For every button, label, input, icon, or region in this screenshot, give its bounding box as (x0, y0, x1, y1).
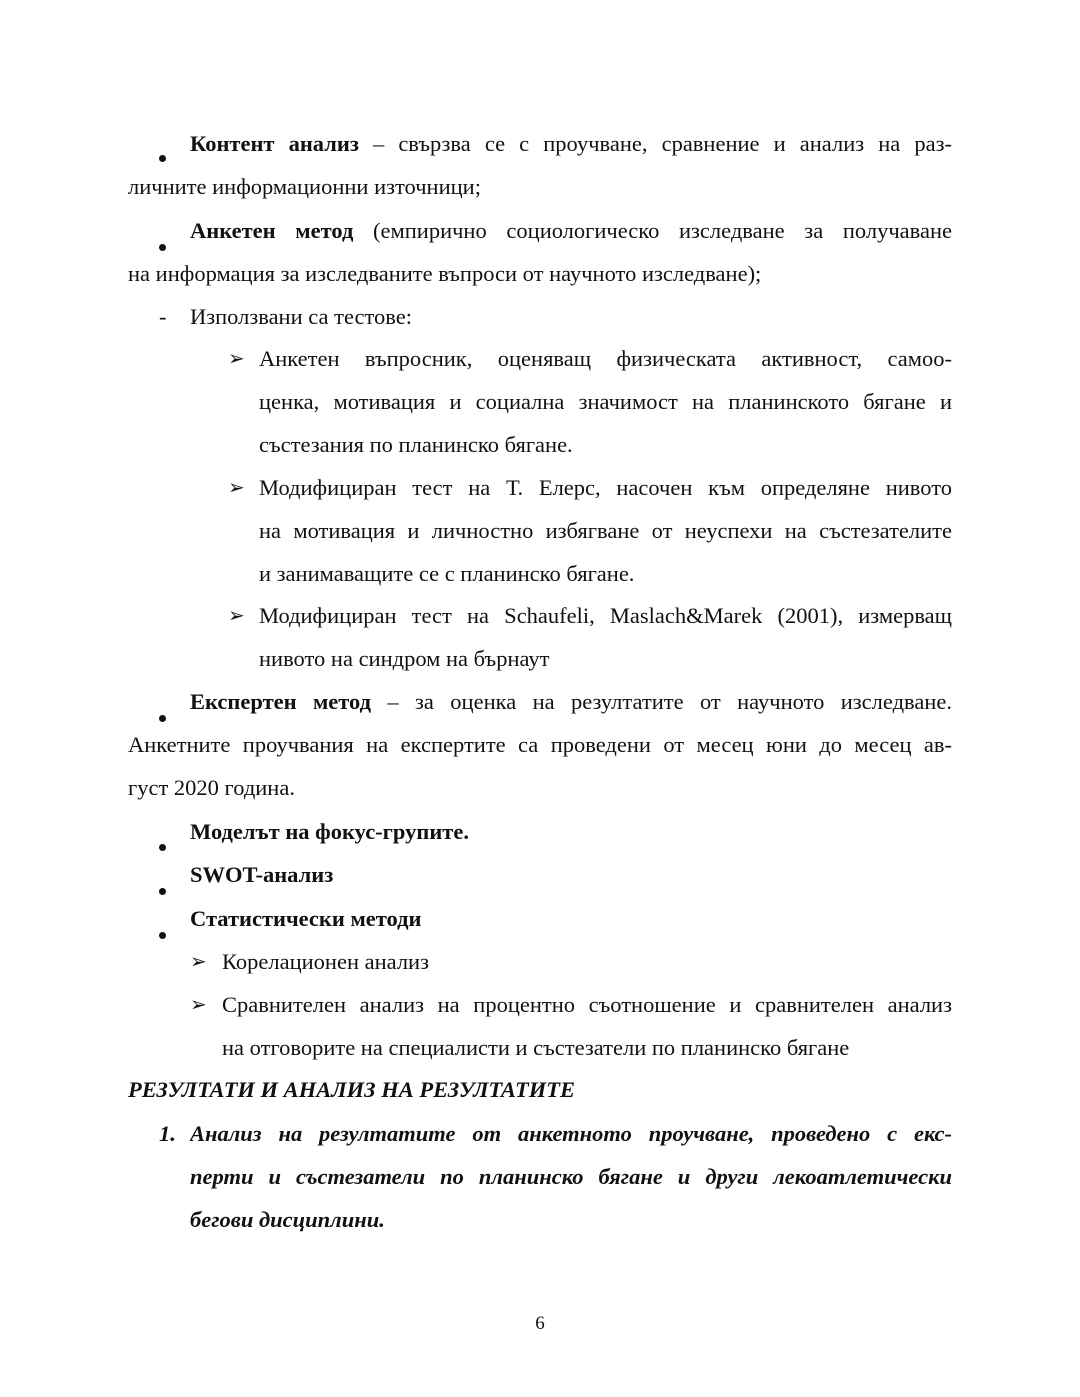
test-2-line3: и занимаващите се с планинско бягане. (259, 561, 635, 586)
content-analysis-line2: личните информационни източници; (128, 174, 481, 199)
arrow-bullet-icon: ➢ (228, 603, 245, 627)
swot-text: SWOT-анализ (190, 862, 334, 887)
arrow-bullet-icon: ➢ (190, 992, 207, 1016)
comparative-analysis-line1: Сравнителен анализ на процентно съотношение и сравнителен анализ (222, 992, 952, 1017)
comparative-analysis-line2: на отговорите на специалисти и състезатели по планинско бягане (222, 1035, 850, 1060)
test-1-line2: ценка, мотивация и социална значимост на планинското бягане и (259, 389, 952, 414)
page-number: 6 (535, 1313, 545, 1334)
survey-method-line2: на информация за изследваните въпроси от научното изследване); (128, 261, 762, 286)
arrow-bullet-icon: ➢ (228, 346, 245, 370)
survey-method-line1: Анкетен метод (емпирично социологическо изследване за получаване (190, 218, 952, 243)
test-3-line2: нивото на синдром на бърнаут (259, 646, 550, 671)
statistical-methods-term: Статистически методи (190, 906, 422, 931)
results-item-line3: бегови дисциплини. (190, 1207, 385, 1232)
bullet-dot-icon (159, 822, 166, 865)
test-2-line2: на мотивация и личностно избягване от неуспехи на състезателите (259, 518, 952, 543)
expert-method-term: Експертен метод (190, 689, 372, 714)
test-2-line1: Модифициран тест на Т. Елерс, насочен към определяне нивото (259, 475, 952, 500)
expert-method-line2: Анкетните проучвания на експертите са проведени от месец юни до месец ав- (128, 732, 952, 757)
test-1-line1: Анкетен въпросник, оценяващ физическата активност, самоо- (259, 346, 952, 371)
correlation-analysis-text: Корелационен анализ (222, 949, 429, 974)
survey-method-term: Анкетен метод (190, 218, 354, 243)
results-item-line2: перти и състезатели по планинско бягане и други лекоатлетически (190, 1164, 952, 1189)
expert-method-line1: Експертен метод – за оценка на резултатите от научното изследване. (190, 689, 952, 714)
results-item-line1: Анализ на резултатите от анкетното проучване, проведено с екс- (190, 1121, 952, 1146)
expert-method-line3: густ 2020 година. (128, 775, 295, 800)
tests-intro-text: Използвани са тестове: (190, 304, 413, 329)
dash-bullet: - (159, 304, 167, 329)
content-analysis-term: Контент анализ (190, 131, 359, 156)
test-1-line3: състезания по планинско бягане. (259, 432, 573, 457)
focus-groups-text: Моделът на фокус-групите. (190, 819, 469, 844)
arrow-bullet-icon: ➢ (228, 475, 245, 499)
test-3-line1: Модифициран тест на Schaufeli, Maslach&Marek (2001), измерващ (259, 603, 952, 628)
bullet-dot-icon (159, 910, 166, 953)
arrow-bullet-icon: ➢ (190, 949, 207, 973)
results-heading: РЕЗУЛТАТИ И АНАЛИЗ НА РЕЗУЛТАТИТЕ (128, 1077, 576, 1102)
results-item-number: 1. (159, 1121, 176, 1146)
content-analysis-line1: Контент анализ – свързва се с проучване, сравнение и анализ на раз- (190, 131, 952, 156)
bullet-dot-icon (159, 866, 166, 909)
